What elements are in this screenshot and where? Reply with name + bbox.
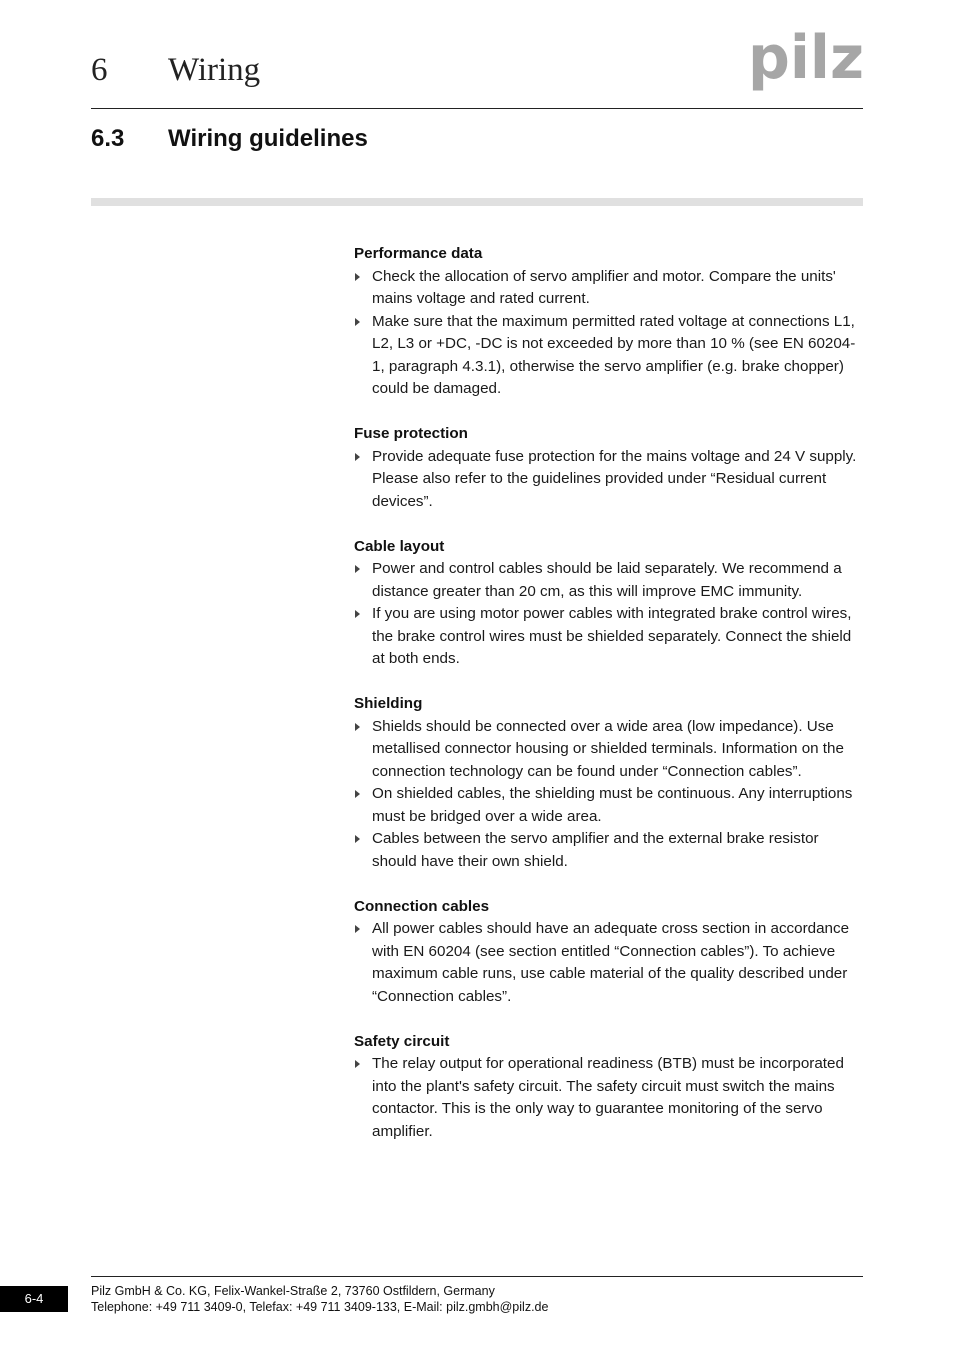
- guidelines-content: [354, 243, 866, 1166]
- header-rule: [91, 108, 863, 109]
- section-separator-bar: [91, 198, 863, 206]
- block-safety-circuit: [354, 1031, 866, 1144]
- block-heading: Performance data: [354, 245, 483, 262]
- bullet-arrow-icon: [355, 610, 360, 618]
- bullet-list: [354, 918, 866, 1008]
- block-heading: Fuse protection: [354, 425, 468, 442]
- bullet-arrow-icon: [355, 565, 360, 573]
- pilz-logo-text: pilz: [748, 28, 864, 93]
- block-performance-data: [354, 243, 866, 401]
- list-item: [354, 266, 866, 311]
- block-heading: Cable layout: [354, 537, 445, 555]
- bullet-arrow-icon: [355, 835, 360, 843]
- list-item-text: Check the allocation of servo amplifier and motor. Compare the units' mains voltage and rated current.: [372, 267, 836, 307]
- list-item: [354, 918, 866, 1008]
- block-heading: Safety circuit: [354, 1032, 450, 1050]
- bullet-arrow-icon: [355, 723, 360, 731]
- footer-line-company: Pilz GmbH & Co. KG, Felix-Wankel-Straße 2, 73760 Ostfildern, Germany: [91, 1284, 495, 1298]
- list-item-text: Make sure that the maximum permitted rated voltage at connections L1, L2, L3 or +DC, -DC is not exceeded by more than 10 % (see EN 60204-1, paragraph 4.3.1), otherwise the servo amplifier (e.g. brake chopper) could be damaged.: [372, 312, 856, 397]
- bullet-list: [354, 266, 866, 401]
- bullet-list: [354, 716, 866, 874]
- bullet-arrow-icon: [355, 453, 360, 461]
- list-item-text: The relay output for operational readiness (BTB) must be incorporated into the plant's safety circuit. The safety circuit must switch the mains contactor. This is the only way to guarantee monitoring of the servo amplifier.: [372, 1055, 844, 1140]
- footer-rule: [91, 1276, 863, 1277]
- list-item: [354, 558, 866, 603]
- bullet-arrow-icon: [355, 273, 360, 281]
- section-title: Wiring guidelines: [168, 125, 368, 152]
- list-item-text: Shields should be connected over a wide area (low impedance). Use metallised connector housing or shielded terminals. Information on the connection technology can be found under “Connection cables”.: [372, 717, 844, 780]
- list-item: [354, 1053, 866, 1143]
- bullet-list: [354, 558, 866, 671]
- pilz-logo: [748, 28, 866, 94]
- block-fuse-protection: [354, 423, 866, 513]
- footer-address: [91, 1283, 548, 1315]
- list-item: [354, 446, 866, 514]
- bullet-arrow-icon: [355, 925, 360, 933]
- list-item-text: Power and control cables should be laid separately. We recommend a distance greater than 20 cm, as this will improve EMC immunity.: [372, 560, 842, 600]
- list-item-text: Cables between the servo amplifier and the external brake resistor should have their own shield.: [372, 830, 819, 870]
- block-heading: Shielding: [354, 695, 423, 712]
- bullet-arrow-icon: [355, 318, 360, 326]
- page-number: 6-4: [0, 1286, 68, 1312]
- list-item: [354, 716, 866, 784]
- section-number: 6.3: [91, 125, 125, 152]
- list-item: [354, 828, 866, 873]
- list-item: [354, 311, 866, 401]
- footer-line-contact: Telephone: +49 711 3409-0, Telefax: +49 711 3409-133, E-Mail: pilz.gmbh@pilz.de: [91, 1300, 549, 1314]
- bullet-arrow-icon: [355, 1060, 360, 1068]
- list-item-text: On shielded cables, the shielding must be continuous. Any interruptions must be bridged over a wide area.: [372, 785, 853, 825]
- list-item-text: Provide adequate fuse protection for the mains voltage and 24 V supply. Please also refer to the guidelines provided under “Residual current devices”.: [372, 447, 857, 510]
- bullet-arrow-icon: [355, 790, 360, 798]
- chapter-title: Wiring: [168, 52, 261, 88]
- list-item: [354, 783, 866, 828]
- list-item: [354, 603, 866, 671]
- block-connection-cables: [354, 896, 866, 1009]
- list-item-text: All power cables should have an adequate cross section in accordance with EN 60204 (see section entitled “Connection cables”). To achieve maximum cable runs, use cable material of the quality described under “Connection cables”.: [372, 920, 850, 1005]
- block-shielding: [354, 693, 866, 873]
- block-cable-layout: [354, 536, 866, 671]
- bullet-list: [354, 446, 866, 514]
- bullet-list: [354, 1053, 866, 1143]
- block-heading: Connection cables: [354, 897, 490, 915]
- chapter-number: 6: [91, 52, 108, 88]
- list-item-text: If you are using motor power cables with integrated brake control wires, the brake control wires must be shielded separately. Connect the shield at both ends.: [372, 605, 852, 667]
